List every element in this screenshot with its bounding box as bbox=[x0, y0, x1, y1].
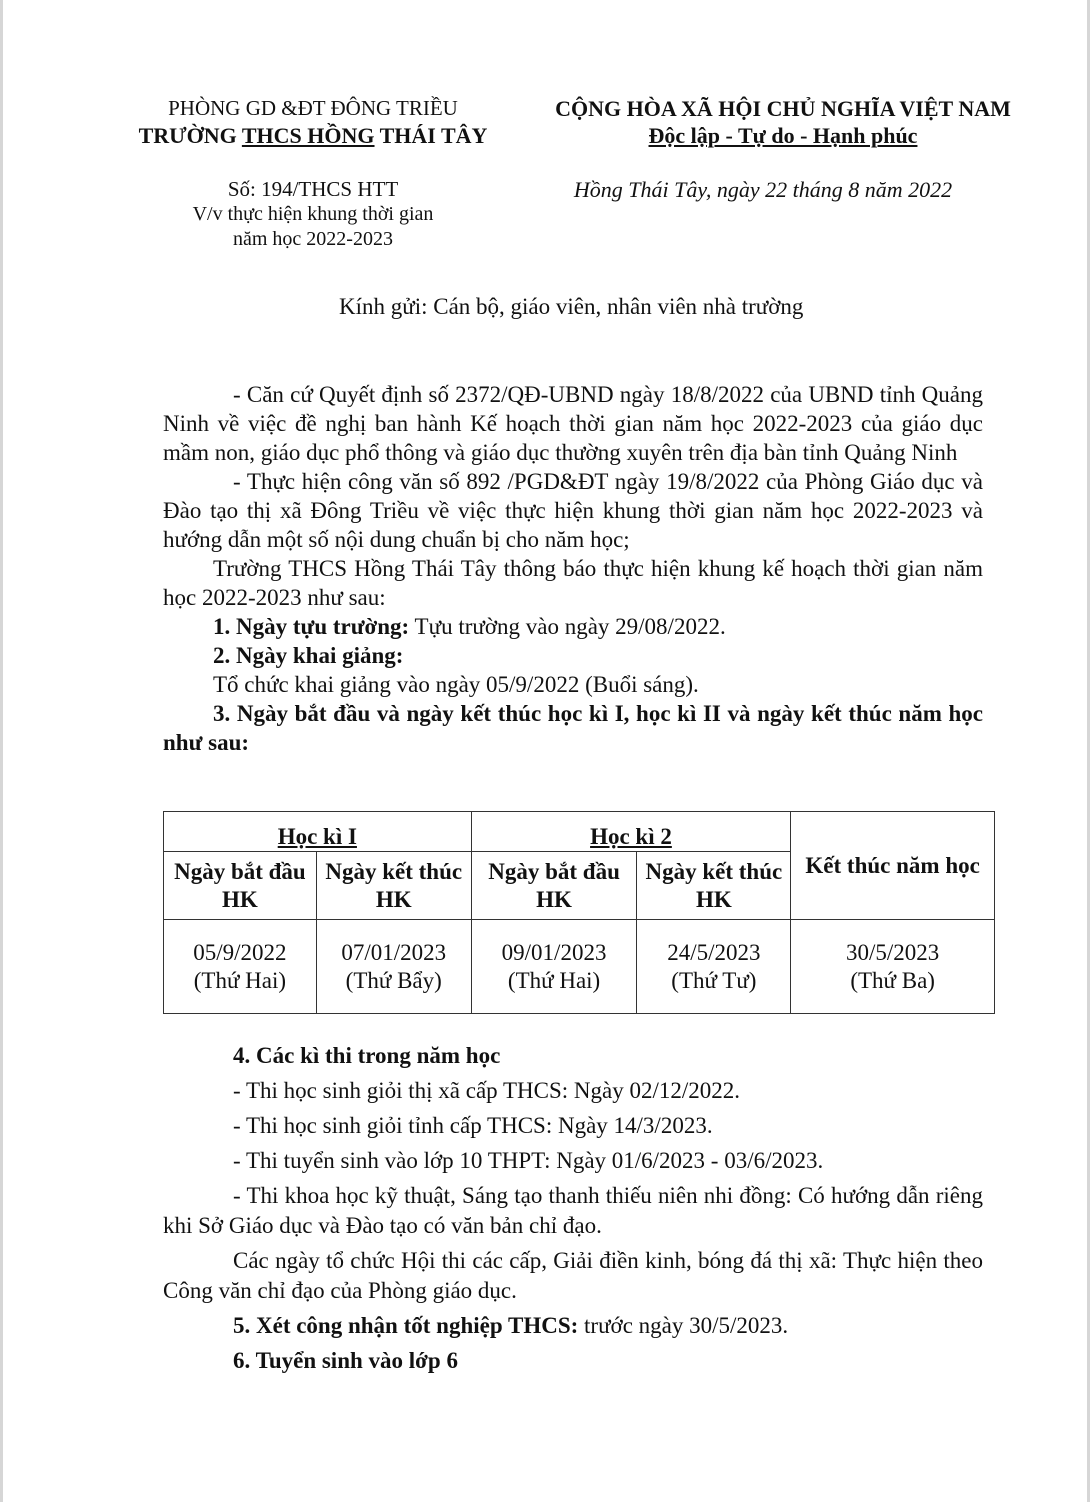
place-date: Hồng Thái Tây, ngày 22 tháng 8 năm 2022 bbox=[573, 177, 953, 202]
sem1-end-header: Ngày kết thúc HK bbox=[316, 852, 471, 920]
table-cell: 09/01/2023 (Thứ Hai) bbox=[471, 920, 637, 1014]
semester-1-header: Học kì I bbox=[164, 812, 472, 852]
national-motto: Độc lập - Tự do - Hạnh phúc bbox=[648, 123, 918, 148]
sem2-end-header: Ngày kết thúc HK bbox=[637, 852, 791, 920]
sem1-start-header: Ngày bắt đầu HK bbox=[164, 852, 317, 920]
item-2-text: Tổ chức khai giảng vào ngày 05/9/2022 (Buổi sáng). bbox=[213, 672, 699, 697]
document-number: Số: 194/THCS HTT bbox=[227, 177, 399, 201]
table-cell: 07/01/2023 (Thứ Bẩy) bbox=[316, 920, 471, 1014]
exam-line-2: - Thi học sinh giỏi tỉnh cấp THCS: Ngày 14/3/2023. bbox=[233, 1113, 713, 1138]
national-title: CỘNG HÒA XÃ HỘI CHỦ NGHĨA VIỆT NAM bbox=[555, 96, 1011, 121]
school-name: TRƯỜNG THCS HỒNG THÁI TÂY bbox=[138, 123, 488, 148]
exam-line-4: - Thi khoa học kỹ thuật, Sáng tạo thanh thiếu niên nhi đồng: Có hướng dẫn riêng khi Sở Giáo dục và Đào tạo có văn bản chỉ đạo. bbox=[163, 1183, 983, 1238]
section-4-title: 4. Các kì thi trong năm học bbox=[233, 1043, 501, 1068]
item-2-title: 2. Ngày khai giảng: bbox=[213, 643, 404, 668]
table-cell: 05/9/2022 (Thứ Hai) bbox=[164, 920, 317, 1014]
semester-2-header: Học kì 2 bbox=[471, 812, 791, 852]
item-3-title: 3. Ngày bắt đầu và ngày kết thúc học kì I, học kì II và ngày kết thúc năm học như sau: bbox=[163, 701, 983, 755]
exam-line-1: - Thi học sinh giỏi thị xã cấp THCS: Ngày 02/12/2022. bbox=[233, 1078, 741, 1103]
end-year-header: Kết thúc năm học bbox=[791, 812, 995, 920]
exam-line-3: - Thi tuyển sinh vào lớp 10 THPT: Ngày 01/6/2023 - 03/6/2023. bbox=[233, 1148, 824, 1173]
subject-line-1: V/v thực hiện khung thời gian bbox=[192, 203, 434, 225]
paragraph-legal-basis-1: - Căn cứ Quyết định số 2372/QĐ-UBND ngày 18/8/2022 của UBND tỉnh Quảng Ninh về việc đề nghị ban hành Kế hoạch thời gian năm học 2022-2023 của giáo dục mầm non, giáo dục phổ thông và giáo dục thường xuyên trên địa bàn tỉnh Quảng Ninh bbox=[163, 382, 983, 465]
recipient: Kính gửi: Cán bộ, giáo viên, nhân viên nhà trường bbox=[339, 294, 804, 319]
section-6-title: 6. Tuyển sinh vào lớp 6 bbox=[233, 1348, 458, 1373]
sem2-start-header: Ngày bắt đầu HK bbox=[471, 852, 637, 920]
item-1: 1. Ngày tựu trường: Tựu trường vào ngày 29/08/2022. bbox=[213, 614, 726, 639]
section-5: 5. Xét công nhận tốt nghiệp THCS: trước ngày 30/5/2023. bbox=[233, 1313, 789, 1338]
paragraph-legal-basis-2: - Thực hiện công văn số 892 /PGD&ĐT ngày 19/8/2022 của Phòng Giáo dục và Đào tạo thị xã Đông Triều về việc thực hiện khung thời gian năm học 2022-2023 và hướng dẫn một số nội dung chuẩn bị cho năm học; bbox=[163, 469, 983, 552]
schedule-table bbox=[163, 811, 995, 1014]
table-cell: 30/5/2023 (Thứ Ba) bbox=[791, 920, 995, 1014]
exam-line-5: Các ngày tổ chức Hội thi các cấp, Giải điền kinh, bóng đá thị xã: Thực hiện theo Công văn chỉ đạo của Phòng giáo dục. bbox=[163, 1248, 983, 1303]
table-cell: 24/5/2023 (Thứ Tư) bbox=[637, 920, 791, 1014]
intro-body bbox=[163, 380, 983, 757]
section-4 bbox=[163, 1041, 983, 1376]
department-name: PHÒNG GD &ĐT ĐÔNG TRIỀU bbox=[168, 96, 458, 120]
subject-line-2: năm học 2022-2023 bbox=[233, 228, 393, 250]
paragraph-announcement: Trường THCS Hồng Thái Tây thông báo thực hiện khung kế hoạch thời gian năm học 2022-2023 như sau: bbox=[163, 556, 983, 610]
